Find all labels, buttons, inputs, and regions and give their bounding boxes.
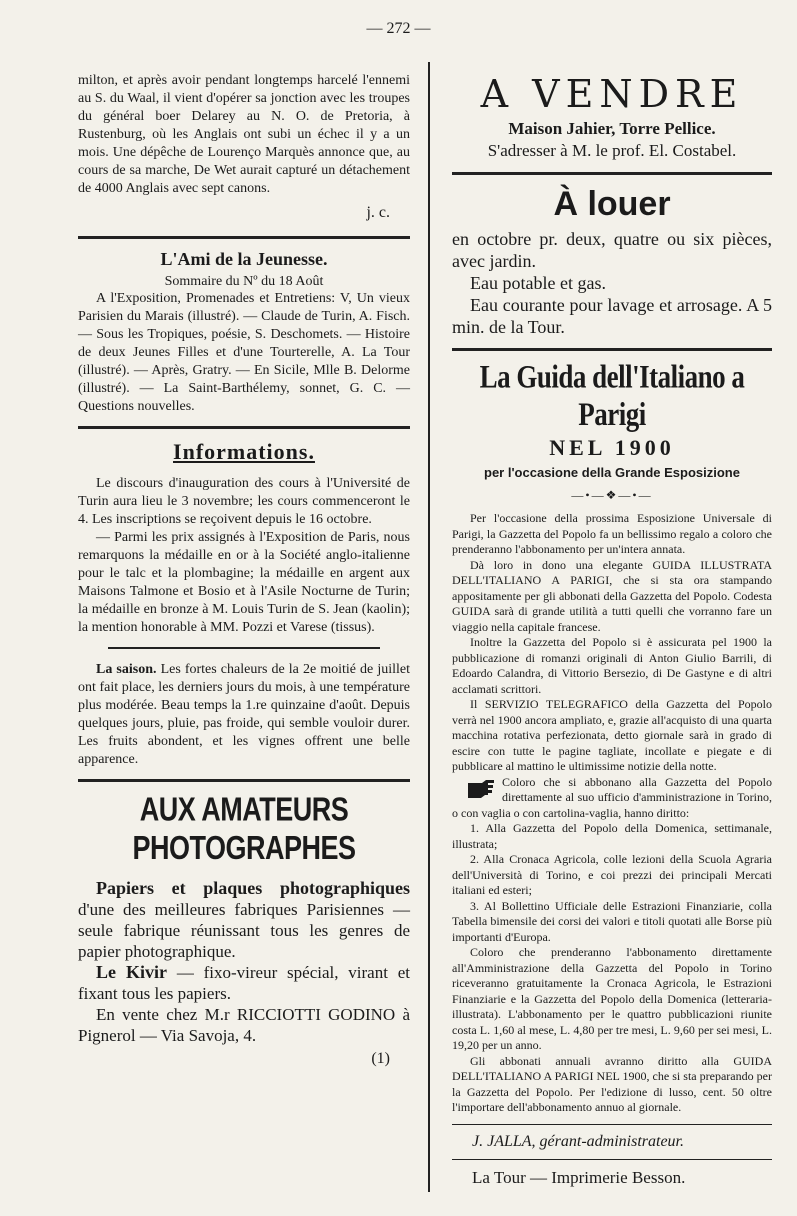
- louer-line2: Eau potable et gas.: [470, 273, 606, 293]
- vendre-title: A VENDRE: [480, 72, 744, 116]
- right-column: [452, 72, 772, 1196]
- photo-ad-lead: Papiers et plaques photographiques: [96, 878, 410, 898]
- photo-ad-body: [78, 878, 410, 962]
- photo-ad-text2: — fixo-vireur spécial, virant et fixant tous les papiers.: [78, 963, 410, 1003]
- kivir-lead: Le Kivir: [96, 962, 168, 982]
- guida-item3: 3. Al Bollettino Ufficiale delle Estrazioni Finanziarie, colla Tabella bimensile dei corsi dei valori e titoli quotati alle Borse più importanti d'Europa.: [452, 898, 772, 944]
- divider: [452, 172, 772, 175]
- guida-p4: Il SERVIZIO TELEGRAFICO della Gazzetta del Popolo verrà nel 1900 ancora ampliato, e, grazie all'acquisto di una quarta macchina rotativa perfezionata, detto giornale sarà in grado di escire con tutte le pagine tagliate, incollate e piegate e di pubblicare al mattino le ultimissime notizie della notte.: [452, 697, 772, 773]
- divider: [452, 348, 772, 351]
- photo-ad-title: AUX AMATEURS PHOTOGRAPHES: [132, 790, 356, 867]
- guida-p3: Inoltre la Gazzetta del Popolo si è assicurata pel 1900 la pubblicazione di romanzi originali di Anton Giulio Barrili, di Edoardo Calandra, di Vittorio Bersezio, di De Gastyne e di altri acclamati scrittori.: [452, 635, 772, 696]
- louer-line3: Eau courante pour lavage et arrosage. A 5 min. de la Tour.: [452, 295, 772, 337]
- divider: [78, 779, 410, 782]
- ad-number: (1): [371, 1050, 390, 1067]
- saison-lead: La saison.: [96, 662, 157, 677]
- vendre-line1: Maison Jahier, Torre Pellice.: [508, 119, 716, 138]
- vendre-line2: S'adresser à M. le prof. El. Costabel.: [487, 141, 737, 160]
- ami-title: L'Ami de la Jeunesse.: [160, 249, 328, 269]
- guida-p5-text: Coloro che si abbonano alla Gazzetta del Popolo direttamente al suo ufficio d'amministrazione in Torino, o con vaglia o con cartolina-vaglia, hanno diritto:: [452, 774, 772, 820]
- divider: [78, 236, 410, 239]
- louer-title: À louer: [553, 185, 671, 223]
- divider: [452, 1159, 772, 1160]
- divider: [452, 1124, 772, 1125]
- guida-year: NEL 1900: [549, 435, 675, 460]
- divider: [78, 426, 410, 429]
- info-p1: Le discours d'inauguration des cours à l'Université de Turin aura lieu le 3 novembre; les cours commenceront le 4. Les inscriptions se reçoivent depuis le 16 octobre.: [78, 476, 410, 527]
- pointing-hand-icon: [466, 777, 496, 799]
- guida-p1: Per l'occasione della prossima Esposizione Universale di Parigi, la Gazzetta del Popolo fa un bellissimo regalo a coloro che prenderanno l'abbonamento per un'intera annata.: [452, 511, 772, 556]
- saison-text: Les fortes chaleurs de la 2e moitié de juillet ont fait place, les derniers jours du mois, à une température plus modérée. Beau temps la 1.re quinzaine d'août. Depuis quelques jours, pluie, pas froide, qui semble vouloir durer. Les fruits abondent, et les vignes offrent une belle apparence.: [78, 662, 410, 767]
- left-column: [78, 72, 410, 1196]
- guida-item1: 1. Alla Gazzetta del Popolo della Domenica, settimanale, illustrata;: [452, 821, 772, 851]
- divider: [108, 647, 380, 649]
- page-number: — 272 —: [366, 20, 431, 37]
- louer-text: en octobre pr. deux, quatre ou six pièces, avec jardin.: [452, 229, 772, 271]
- guida-title: La Guida dell'Italiano a Parigi: [479, 358, 745, 432]
- info-p3: [78, 661, 410, 769]
- signature: j. c.: [366, 204, 390, 221]
- guida-p5: [452, 775, 772, 822]
- photo-ad-text3: En vente chez M.r RICCIOTTI GODINO à Pignerol — Via Savoja, 4.: [78, 1005, 410, 1045]
- informations-title: Informations.: [173, 439, 315, 464]
- gerant-line: J. JALLA, gérant-administrateur.: [472, 1132, 684, 1150]
- guida-item2: 2. Alla Cronaca Agricola, colle lezioni della Scuola Agraria dell'Università di Torino, e coi prezzi dei principali Mercati italiani ed esteri;: [452, 852, 772, 897]
- ornament: —•—❖—•—: [571, 488, 653, 502]
- photo-ad-text1: d'une des meilleures fabriques Parisiennes — seule fabrique réunissant tous les genres de papier photographique.: [78, 900, 410, 961]
- photo-ad-kivir: [78, 962, 410, 1004]
- info-p2: — Parmi les prix assignés à l'Exposition de Paris, nous remarquons la médaille en or à la Société anglo-italienne pour le talc et la plombagine; la médaille en argent aux Maisons Talmone et Bosio et à l'Asile Nocturne de Turin; la médaille en bronze à M. Louis Turin de S. Jean (kaolin); la mention honorable à MM. Pozzi et Varese (tissus).: [78, 530, 410, 635]
- column-divider: [428, 62, 430, 1192]
- ami-body: A l'Exposition, Promenades et Entretiens: V, Un vieux Parisien du Marais (illustré). — Claude de Turin, A. Fisch. — Sous les Tropiques, poésie, S. Deschomets. — Histoire de deux Jeunes Filles et d'une Tourterelle, A. La Tour (illustré). — Après, Gratry. — En Sicile, Mlle B. Delorme (illustré). — La Saint-Barthélemy, sonnet, G. C. — Questions nouvelles.: [78, 291, 410, 414]
- guida-p2: Dà loro in dono una elegante GUIDA ILLUSTRATA DELL'ITALIANO A PARIGI, che si sta ora stampando appositamente per gli abbonati della Gazzetta del Popolo. Codesta GUIDA sarà di grande utilità a tutti quelli che vorranno fare un viaggio nella capitale francese.: [452, 557, 772, 634]
- guida-p7: Gli abbonati annuali avranno diritto alla GUIDA DELL'ITALIANO A PARIGI NEL 1900, che si sta preparando per la Gazzetta del Popolo. Per l'edizione di lusso, cent. 50 oltre l'importare dell'abbonamento annuo al giornale.: [452, 1053, 772, 1114]
- imprimerie-line: La Tour — Imprimerie Besson.: [472, 1167, 686, 1187]
- guida-p6: Coloro che prenderanno l'abbonamento direttamente all'Amministrazione della Gazzetta del Popolo in Torino riceveranno gratuitamente la Cronaca Agricola, le Estrazioni Finanziarie e la Gazzetta del Popolo della Domenica (letteraria-illustrata). L'abbonamento per le quattro pubblicazioni riunite costa L. 1,60 al mese, L. 4,80 per tre mesi, L. 9,60 per sei mesi, L. 19,20 per un anno.: [452, 945, 772, 1052]
- article-end: milton, et après avoir pendant longtemps harcelé l'ennemi au S. du Waal, il vient d'opérer sa jonction avec les troupes du général boer Delarey au N. O. de Pretoria, à Rustenburg, où les Anglais ont subi un échec il y a un mois. Une dépêche de Lourenço Marquès annonce que, au cours de sa marche, De Wet aurait capturé un détachement de 4000 Anglais avec sept canons.: [78, 73, 410, 196]
- ami-subtitle: Sommaire du Nº du 18 Août: [164, 274, 324, 289]
- guida-occasion: per l'occasione della Grande Esposizione: [484, 465, 740, 480]
